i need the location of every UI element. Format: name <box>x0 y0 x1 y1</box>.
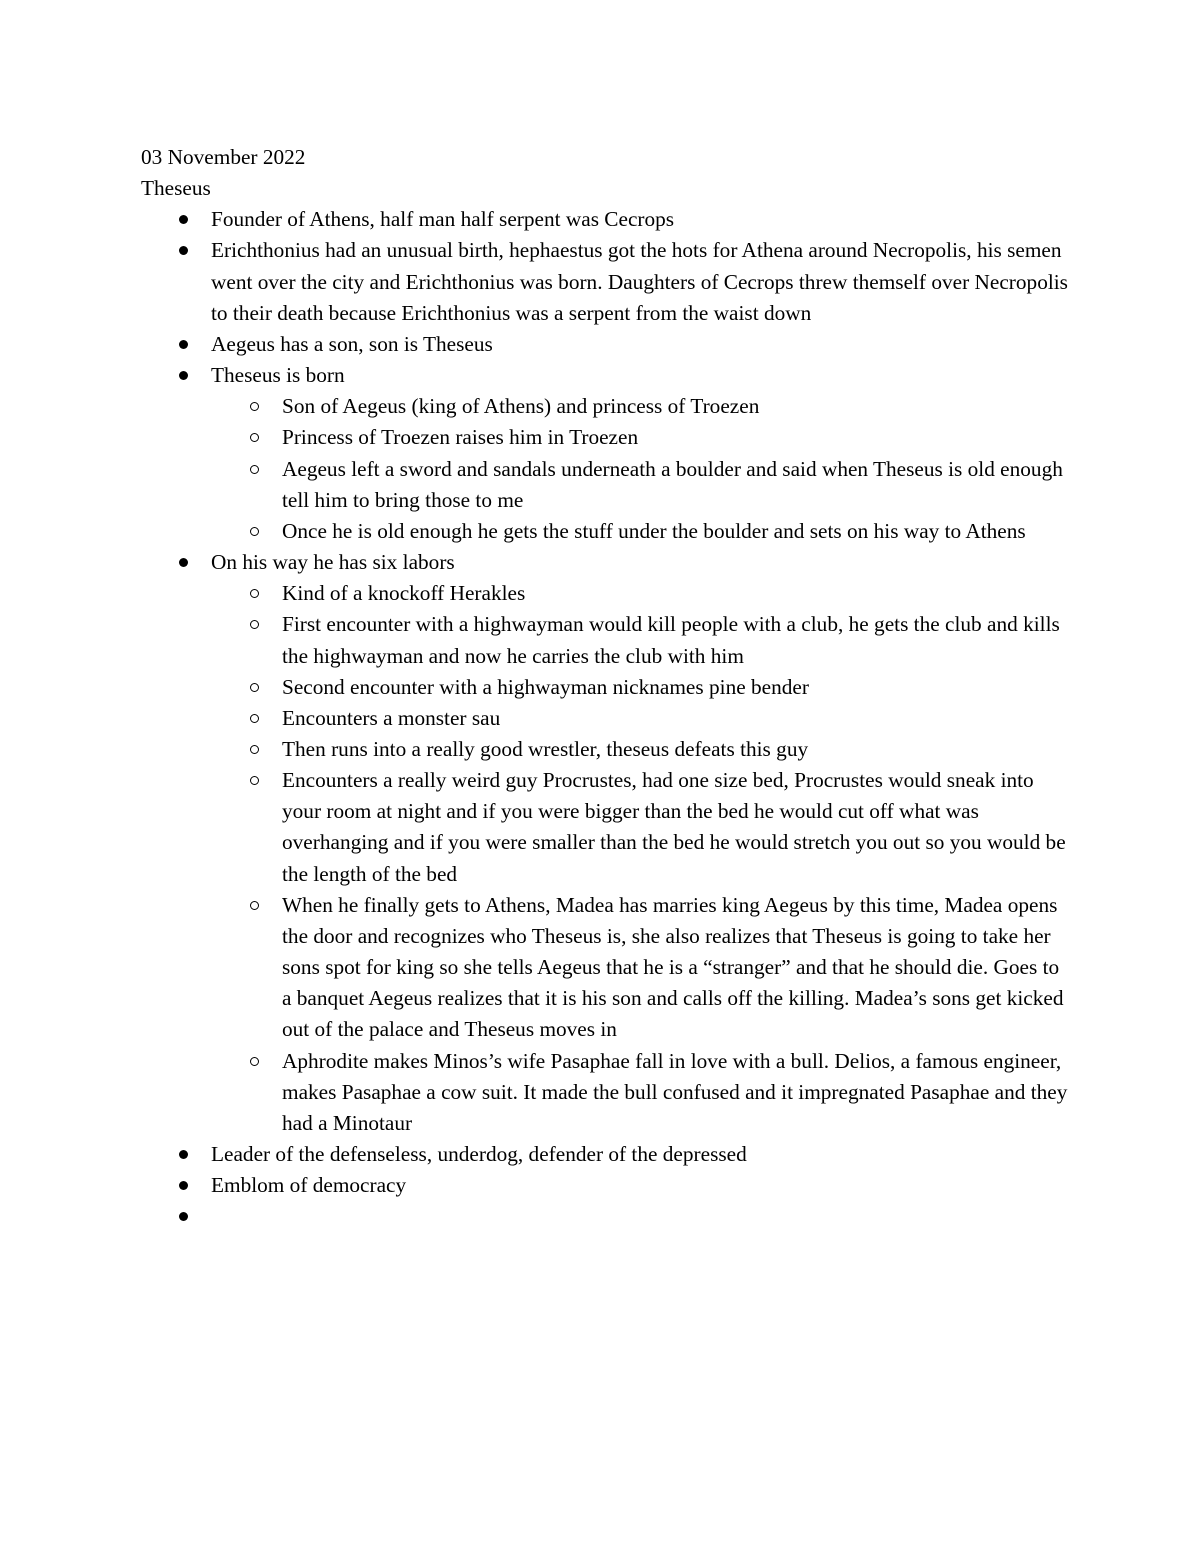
bullet-disc-icon <box>179 246 188 255</box>
sub-bullet-text: Second encounter with a highwayman nicknames pine bender <box>282 674 809 699</box>
sub-bullet-text: Then runs into a really good wrestler, theseus defeats this guy <box>282 736 809 761</box>
bullet-disc-icon <box>179 1212 188 1221</box>
bullet-circle-icon <box>250 589 259 598</box>
bullet-circle-icon <box>250 402 259 411</box>
bullet-circle-icon <box>250 527 259 536</box>
bullet-disc-icon <box>179 1181 188 1190</box>
sub-bullet-item <box>141 578 1071 609</box>
bullet-circle-icon <box>250 901 259 910</box>
bullet-text: Theseus is born <box>211 363 345 388</box>
sub-bullet-text: Kind of a knockoff Herakles <box>282 581 526 606</box>
bullet-circle-icon <box>250 714 259 723</box>
bullet-text <box>211 1201 1071 1232</box>
sub-bullet-item <box>141 734 1071 765</box>
sub-bullet-text: Princess of Troezen raises him in Troezen <box>282 425 639 450</box>
bullet-circle-icon <box>250 776 259 785</box>
sub-bullet-list <box>211 391 1071 547</box>
bullet-item <box>141 235 1071 328</box>
sub-bullet-item <box>141 765 1071 890</box>
bullet-text: Founder of Athens, half man half serpent was Cecrops <box>211 207 675 232</box>
bullet-item <box>141 1170 1071 1201</box>
sub-bullet-item <box>141 516 1071 547</box>
sub-bullet-item <box>141 391 1071 422</box>
date-line: 03 November 2022 <box>141 145 306 169</box>
bullet-disc-icon <box>179 371 188 380</box>
bullet-disc-icon <box>179 215 188 224</box>
bullet-disc-icon <box>179 340 188 349</box>
sub-bullet-item <box>141 672 1071 703</box>
sub-bullet-item <box>141 890 1071 1046</box>
bullet-disc-icon <box>179 1150 188 1159</box>
bullet-text: Leader of the defenseless, underdog, defender of the depressed <box>211 1142 747 1166</box>
sub-bullet-text: Aegeus left a sword and sandals underneath a boulder and said when Theseus is old enough tell him to bring those to me <box>282 456 1063 512</box>
bullet-text: Erichthonius had an unusual birth, hephaestus got the hots for Athena around Necropolis, his semen went over the city and Erichthonius was born. Daughters of Cecrops threw themself over Necropolis to their death because Erichthonius was a serpent from the waist down <box>211 238 1068 325</box>
sub-bullet-text: Encounters a really weird guy Procrustes, had one size bed, Procrustes would sneak into your room at night and if you were bigger than the bed he would cut off what was overhanging and if you were smaller than the bed he would stretch you out so you would be the length of the bed <box>282 768 1066 886</box>
bullet-text: On his way he has six labors <box>211 550 455 575</box>
document-body <box>141 142 1071 1232</box>
bullet-disc-icon <box>179 558 188 567</box>
bullet-text: Emblom of democracy <box>211 1173 407 1198</box>
bullet-item <box>141 1139 1071 1170</box>
bullet-list <box>141 204 1071 1232</box>
sub-bullet-text: Once he is old enough he gets the stuff under the boulder and sets on his way to Athens <box>282 518 1026 543</box>
sub-bullet-text: Son of Aegeus (king of Athens) and princess of Troezen <box>282 394 760 419</box>
sub-bullet-text: When he finally gets to Athens, Madea has marries king Aegeus by this time, Madea opens the door and recognizes who Theseus is, she also realizes that Theseus is going to take her sons spot for king so she tells Aegeus that he is a “stranger” and that he should die. Goes to a banquet Aegeus realizes that it is his son and calls off the killing. Madea’s sons get kicked out of the palace and Theseus moves in <box>282 892 1064 1042</box>
sub-bullet-item <box>141 1046 1071 1139</box>
bullet-item <box>141 329 1071 360</box>
bullet-item <box>141 204 1071 235</box>
bullet-circle-icon <box>250 620 259 629</box>
bullet-circle-icon <box>250 683 259 692</box>
bullet-text: Aegeus has a son, son is Theseus <box>211 331 493 356</box>
sub-bullet-list <box>211 578 1071 1139</box>
sub-bullet-item <box>141 703 1071 734</box>
bullet-item <box>141 360 1071 547</box>
bullet-item <box>141 1201 1071 1232</box>
sub-bullet-item <box>141 454 1071 516</box>
bullet-item <box>141 547 1071 1139</box>
bullet-circle-icon <box>250 1057 259 1066</box>
sub-bullet-text: Encounters a monster sau <box>282 705 501 730</box>
sub-bullet-item <box>141 422 1071 453</box>
note-title: Theseus <box>141 176 211 201</box>
bullet-circle-icon <box>250 465 259 474</box>
sub-bullet-item <box>141 609 1071 671</box>
sub-bullet-text: Aphrodite makes Minos’s wife Pasaphae fall in love with a bull. Delios, a famous engineer, makes Pasaphae a cow suit. It made the bull confused and it impregnated Pasaphae and they had a Minotaur <box>282 1048 1068 1135</box>
sub-bullet-text: First encounter with a highwayman would kill people with a club, he gets the club and kills the highwayman and now he carries the club with him <box>282 612 1060 668</box>
bullet-circle-icon <box>250 745 259 754</box>
bullet-circle-icon <box>250 433 259 442</box>
